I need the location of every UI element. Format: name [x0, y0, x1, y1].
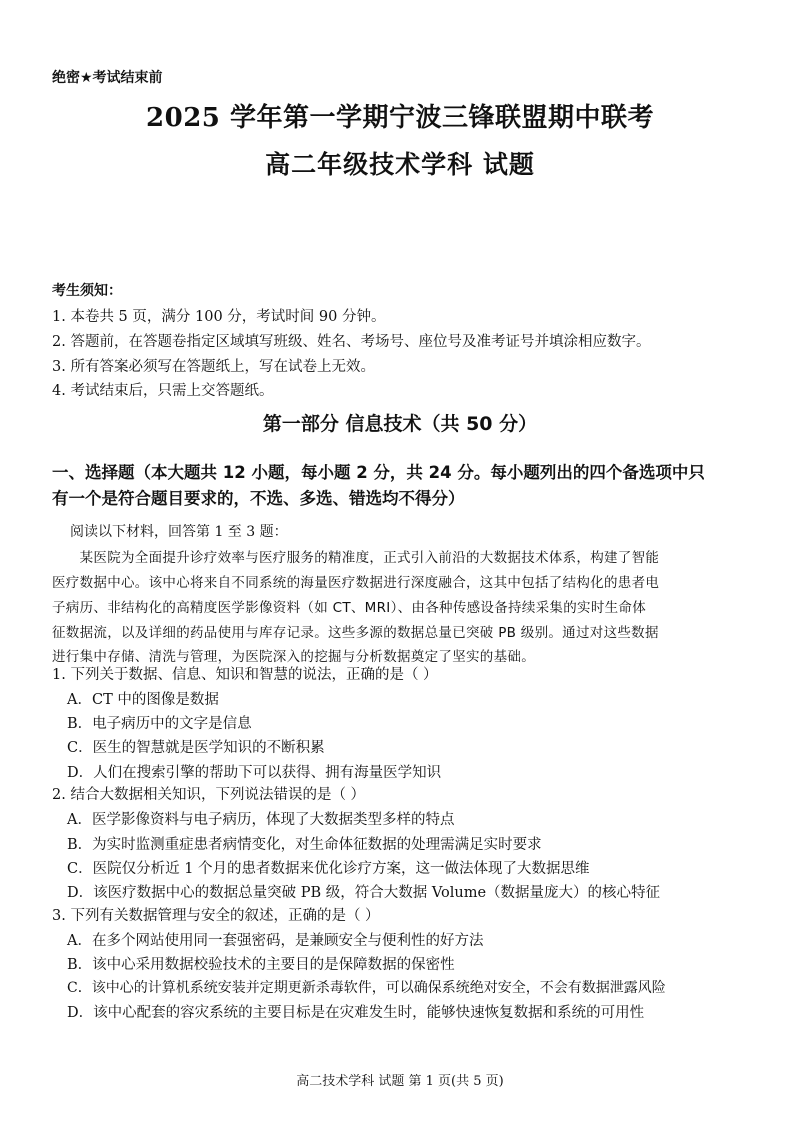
question-1-option-b: B．电子病历中的文字是信息 — [67, 716, 252, 732]
material-line: 某医院为全面提升诊疗效率与医疗服务的精准度，正式引入前沿的大数据技术体系，构建了智能 — [52, 550, 660, 566]
question-3-option-c: C．该中心的计算机系统安装并定期更新杀毒软件，可以确保系统绝对安全，不会有数据泄露风险 — [67, 980, 666, 996]
section-heading-line2: 有一个是符合题目要求的，不选、多选、错选均不得分） — [52, 489, 465, 508]
question-3-option-b: B．该中心采用数据校验技术的主要目的是保障数据的保密性 — [67, 957, 455, 973]
question-2-option-c: C．医院仅分析近 1 个月的患者数据来优化诊疗方案，这一做法体现了大数据思维 — [67, 861, 590, 877]
question-3-stem: 3. 下列有关数据管理与安全的叙述，正确的是（ ） — [52, 908, 380, 924]
material-line: 进行集中存储、清洗与管理，为医院深入的挖掘与分析数据奠定了坚实的基础。 — [52, 649, 535, 665]
question-3-option-a: A．在多个网站使用同一套强密码，是兼顾安全与便利性的好方法 — [67, 933, 484, 949]
question-3-option-d: D．该中心配套的容灾系统的主要目标是在灾难发生时，能够快速恢复数据和系统的可用性 — [67, 1005, 645, 1021]
question-1-option-a: A．CT 中的图像是数据 — [67, 692, 219, 708]
question-2-option-d: D．该医疗数据中心的数据总量突破 PB 级，符合大数据 Volume（数据量庞大）的核心特征 — [67, 885, 661, 901]
notice-item: 4. 考试结束后，只需上交答题纸。 — [52, 383, 274, 399]
page-footer: 高二技术学科 试题 第 1 页(共 5 页) — [296, 1074, 504, 1089]
exam-subtitle: 高二年级技术学科 试题 — [265, 150, 535, 179]
material-intro: 阅读以下材料，回答第 1 至 3 题： — [70, 524, 288, 540]
notice-heading: 考生须知： — [52, 283, 122, 299]
question-1-stem: 1. 下列关于数据、信息、知识和智慧的说法，正确的是（ ） — [52, 667, 438, 683]
notice-item: 1. 本卷共 5 页，满分 100 分，考试时间 90 分钟。 — [52, 309, 386, 325]
confidential-label: 绝密★考试结束前 — [52, 70, 163, 86]
question-1-option-c: C．医生的智慧就是医学知识的不断积累 — [67, 740, 325, 756]
notice-item: 2. 答题前，在答题卷指定区域填写班级、姓名、考场号、座位号及准考证号并填涂相应数字。 — [52, 334, 651, 350]
notice-item: 3. 所有答案必须写在答题纸上，写在试卷上无效。 — [52, 359, 375, 375]
question-2-stem: 2. 结合大数据相关知识，下列说法错误的是（ ） — [52, 787, 366, 803]
section-heading-line1: 一、选择题（本大题共 12 小题，每小题 2 分，共 24 分。每小题列出的四个备选项中只 — [52, 463, 705, 482]
material-line: 子病历、非结构化的高精度医学影像资料（如 CT、MRI）、由各种传感设备持续采集的实时生命体 — [52, 600, 647, 616]
question-2-option-a: A．医学影像资料与电子病历，体现了大数据类型多样的特点 — [67, 812, 455, 828]
material-line: 医疗数据中心。该中心将来自不同系统的海量医疗数据进行深度融合，这其中包括了结构化的患者电 — [52, 575, 660, 591]
question-2-option-b: B．为实时监测重症患者病情变化，对生命体征数据的处理需满足实时要求 — [67, 837, 542, 853]
part-title: 第一部分 信息技术（共 50 分） — [262, 413, 538, 435]
question-1-option-d: D．人们在搜索引擎的帮助下可以获得、拥有海量医学知识 — [67, 765, 442, 781]
material-line: 征数据流，以及详细的药品使用与库存记录。这些多源的数据总量已突破 PB 级别。通过对这些数据 — [52, 625, 659, 641]
exam-title: 2025 学年第一学期宁波三锋联盟期中联考 — [146, 103, 654, 133]
